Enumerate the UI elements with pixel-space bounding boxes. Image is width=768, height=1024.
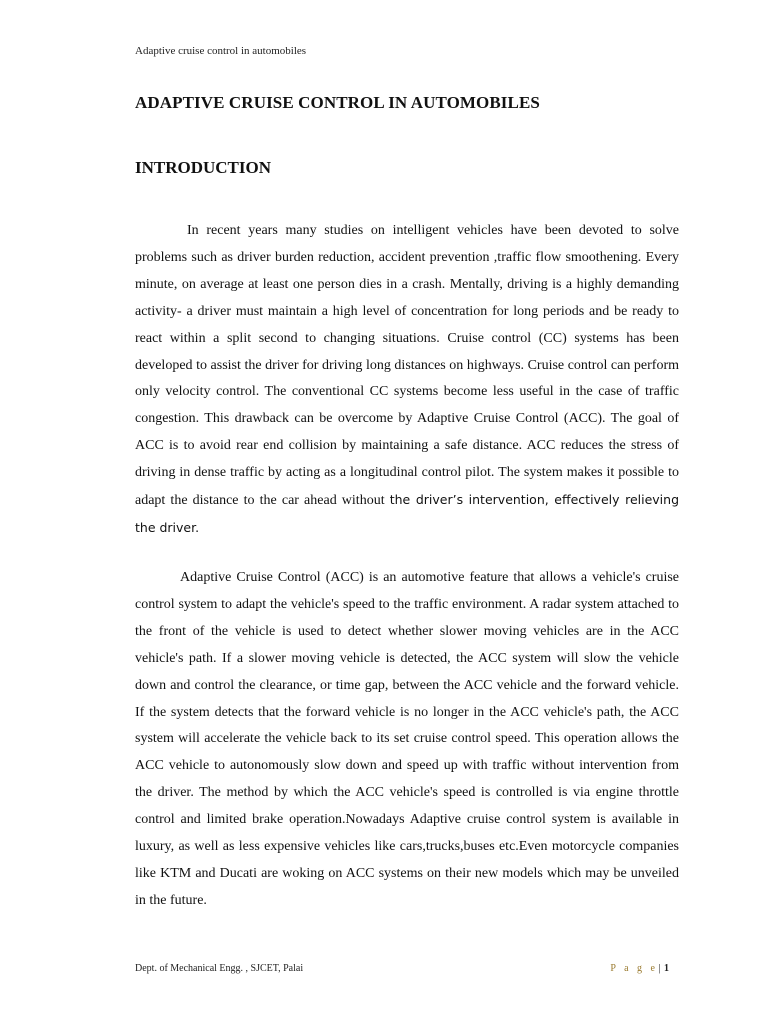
paragraph-1-tail-text: the driver’s intervention, effectively relieving the driver. (135, 492, 680, 535)
paragraph-1 (135, 218, 679, 543)
document-title: ADAPTIVE CRUISE CONTROL IN AUTOMOBILES (135, 93, 540, 112)
footer-department: Dept. of Mechanical Engg. , SJCET, Palai (135, 963, 304, 974)
paragraph-1-main-text: In recent years many studies on intelligent vehicles have been devoted to solve problems such as driver burden reduction, accident prevention ,traffic flow smoothening. Every minute, on average at least one person dies in a crash. Mentally, driving is a highly demanding activity- a driver must maintain a high level of concentration for long periods and be ready to react within a split second to changing situations. Cruise control (CC) systems has been developed to assist the driver for driving long distances on highways. Cruise control can perform only velocity control. The conventional CC systems become less useful in the case of traffic congestion. This drawback can be overcome by Adaptive Cruise Control (ACC). The goal of ACC is to avoid rear end collision by maintaining a safe distance. ACC reduces the stress of driving in dense traffic by acting as a longitudinal control pilot. The system makes it possible to adapt the distance to the car ahead without (135, 223, 679, 509)
footer-page-number: 1 (664, 963, 669, 974)
section-heading-introduction: INTRODUCTION (135, 158, 272, 177)
footer-page-indicator (610, 963, 669, 974)
footer-page-word: P a g e (610, 963, 658, 974)
running-header: Adaptive cruise control in automobiles (135, 45, 307, 57)
footer-page-separator: | (658, 963, 661, 974)
paragraph-2: Adaptive Cruise Control (ACC) is an automotive feature that allows a vehicle's cruise control system to adapt the vehicle's speed to the traffic environment. A radar system attached to the front of the vehicle is used to detect whether slower moving vehicles are in the ACC vehicle's path. If a slower moving vehicle is detected, the ACC system will slow the vehicle down and control the clearance, or time gap, between the ACC vehicle and the forward vehicle. If the system detects that the forward vehicle is no longer in the ACC vehicle's path, the ACC system will accelerate the vehicle back to its set cruise control speed. This operation allows the ACC vehicle to autonomously slow down and speed up with traffic without intervention from the driver. The method by which the ACC vehicle's speed is controlled is via engine throttle control and limited brake operation.Nowadays Adaptive cruise control system is available in luxury, as well as less expensive vehicles like cars,trucks,buses etc.Even motorcycle companies like KTM and Ducati are woking on ACC systems on their new models which may be unveiled in the future. (135, 570, 679, 908)
